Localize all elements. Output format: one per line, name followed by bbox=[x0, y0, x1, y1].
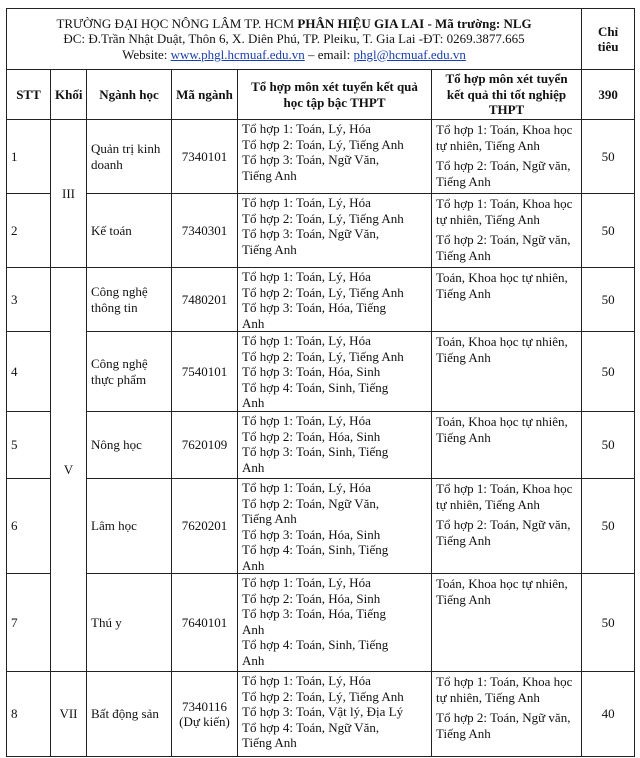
exam-combo: Tổ hợp 1: Toán, Khoa học tự nhiên, Tiếng Anh bbox=[436, 481, 573, 512]
website-label: Website: bbox=[122, 46, 171, 62]
thpt-combos bbox=[432, 120, 582, 194]
combo-line: Tiếng Anh bbox=[242, 511, 297, 526]
combo-line: Tổ hợp 3: Toán, Ngữ Văn, bbox=[242, 152, 380, 167]
exam-combo: Tổ hợp 1: Toán, Khoa học tự nhiên, Tiếng Anh bbox=[436, 674, 573, 705]
combo-line: Tổ hợp 3: Toán, Ngữ Văn, bbox=[242, 226, 380, 241]
table-row bbox=[7, 268, 635, 332]
col-hocba: Tổ hợp môn xét tuyển kết quả học tập bậc THPT bbox=[238, 70, 432, 120]
email-label: – email: bbox=[304, 46, 354, 62]
thpt-combos bbox=[432, 672, 582, 757]
table-row bbox=[7, 574, 635, 672]
hocba-combos bbox=[238, 332, 432, 412]
combo-line: Anh bbox=[242, 395, 265, 410]
total-quota: 390 bbox=[582, 70, 635, 120]
table-row bbox=[7, 194, 635, 268]
major-code: 7640101 bbox=[172, 574, 238, 672]
exam-combo: Tổ hợp 2: Toán, Ngữ văn, Tiếng Anh bbox=[436, 517, 571, 548]
row-quota: 50 bbox=[582, 479, 635, 574]
website-link[interactable]: www.phgl.hcmuaf.edu.vn bbox=[170, 46, 305, 62]
hocba-combos bbox=[238, 574, 432, 672]
major-code: 7540101 bbox=[172, 332, 238, 412]
hocba-combos bbox=[238, 672, 432, 757]
combo-line: Anh bbox=[242, 459, 265, 475]
exam-combo: Tổ hợp 1: Toán, Khoa học tự nhiên, Tiếng Anh bbox=[436, 122, 573, 153]
email-link[interactable]: phgl@hcmuaf.edu.vn bbox=[353, 46, 466, 62]
hocba-combos bbox=[238, 412, 432, 479]
major-code: 7340101 bbox=[172, 120, 238, 194]
combo-line: Tổ hợp 3: Toán, Vật lý, Địa Lý bbox=[242, 704, 404, 719]
combo-line: Tổ hợp 2: Toán, Ngữ Văn, bbox=[242, 495, 380, 511]
row-stt: 4 bbox=[7, 332, 51, 412]
table-row bbox=[7, 479, 635, 574]
school-name: TRƯỜNG ĐẠI HỌC NÔNG LÂM TP. HCM bbox=[56, 15, 298, 31]
combo-line: Tổ hợp 3: Toán, Hóa, Sinh bbox=[242, 526, 381, 542]
major-name: Bất động sản bbox=[87, 672, 172, 757]
major-name: Công nghệ thông tin bbox=[87, 268, 172, 332]
row-quota: 50 bbox=[582, 120, 635, 194]
exam-combo: Toán, Khoa học tự nhiên, Tiếng Anh bbox=[436, 334, 568, 365]
quota-header: Chỉ tiêu bbox=[582, 9, 635, 70]
combo-line: Tổ hợp 1: Toán, Lý, Hóa bbox=[242, 413, 371, 428]
thpt-combos bbox=[432, 268, 582, 332]
thpt-combos bbox=[432, 479, 582, 574]
thpt-combos bbox=[432, 332, 582, 412]
combo-line: Anh bbox=[242, 621, 265, 637]
exam-combo: Toán, Khoa học tự nhiên, Tiếng Anh bbox=[436, 576, 568, 607]
major-name: Lâm học bbox=[87, 479, 172, 574]
block-cell: V bbox=[51, 268, 87, 672]
combo-line: Tổ hợp 1: Toán, Lý, Hóa bbox=[242, 480, 371, 495]
table-row bbox=[7, 672, 635, 757]
combo-line: Anh bbox=[242, 652, 265, 668]
combo-line: Tổ hợp 1: Toán, Lý, Hóa bbox=[242, 195, 371, 210]
combo-line: Tổ hợp 4: Toán, Sinh, Tiếng bbox=[242, 637, 389, 652]
combo-line: Tổ hợp 1: Toán, Lý, Hóa bbox=[242, 269, 371, 284]
table-row bbox=[7, 332, 635, 412]
row-stt: 5 bbox=[7, 412, 51, 479]
major-name: Kế toán bbox=[87, 194, 172, 268]
col-ma: Mã ngành bbox=[172, 70, 238, 120]
school-address: ĐC: Đ.Trần Nhật Duật, Thôn 6, X. Diên Phú, TP. Pleiku, T. Gia Lai -ĐT: 0269.3877.665 bbox=[63, 31, 525, 47]
combo-line: Tổ hợp 2: Toán, Hóa, Sinh bbox=[242, 428, 381, 444]
admissions-table bbox=[6, 8, 635, 757]
combo-line: Tổ hợp 2: Toán, Hóa, Sinh bbox=[242, 590, 381, 606]
row-quota: 50 bbox=[582, 412, 635, 479]
col-khoi: Khối bbox=[51, 70, 87, 120]
major-code: 7480201 bbox=[172, 268, 238, 332]
row-quota: 50 bbox=[582, 574, 635, 672]
combo-line: Tổ hợp 3: Toán, Hóa, Tiếng bbox=[242, 606, 387, 621]
exam-combo: Toán, Khoa học tự nhiên, Tiếng Anh bbox=[436, 270, 568, 301]
hocba-combos bbox=[238, 479, 432, 574]
combo-line: Tổ hợp 2: Toán, Lý, Tiếng Anh bbox=[242, 348, 404, 364]
row-stt: 7 bbox=[7, 574, 51, 672]
row-quota: 50 bbox=[582, 268, 635, 332]
exam-combo: Toán, Khoa học tự nhiên, Tiếng Anh bbox=[436, 414, 568, 445]
combo-line: Tổ hợp 1: Toán, Lý, Hóa bbox=[242, 333, 371, 348]
combo-line: Tổ hợp 4: Toán, Sinh, Tiếng bbox=[242, 379, 389, 395]
row-quota: 50 bbox=[582, 332, 635, 412]
branch-name: PHÂN HIỆU GIA LAI - Mã trường: NLG bbox=[297, 15, 532, 31]
col-nganh: Ngành học bbox=[87, 70, 172, 120]
hocba-combos bbox=[238, 268, 432, 332]
major-code: 7620109 bbox=[172, 412, 238, 479]
row-stt: 3 bbox=[7, 268, 51, 332]
thpt-combos bbox=[432, 574, 582, 672]
row-stt: 1 bbox=[7, 120, 51, 194]
major-code: 7340116 (Dự kiến) bbox=[172, 672, 238, 757]
thpt-combos bbox=[432, 412, 582, 479]
school-header bbox=[7, 9, 582, 70]
combo-line: Tổ hợp 3: Toán, Hóa, Sinh bbox=[242, 364, 381, 379]
row-stt: 6 bbox=[7, 479, 51, 574]
block-cell: III bbox=[51, 120, 87, 268]
combo-line: Tổ hợp 2: Toán, Lý, Tiếng Anh bbox=[242, 210, 404, 226]
row-quota: 50 bbox=[582, 194, 635, 268]
combo-line: Tổ hợp 2: Toán, Lý, Tiếng Anh bbox=[242, 136, 404, 152]
combo-line: Tiếng Anh bbox=[242, 735, 297, 750]
major-code: 7340301 bbox=[172, 194, 238, 268]
hocba-combos bbox=[238, 120, 432, 194]
exam-combo: Tổ hợp 2: Toán, Ngữ văn, Tiếng Anh bbox=[436, 158, 571, 189]
combo-line: Tổ hợp 2: Toán, Lý, Tiếng Anh bbox=[242, 284, 404, 300]
table-row bbox=[7, 120, 635, 194]
combo-line: Tổ hợp 4: Toán, Ngữ Văn, bbox=[242, 719, 380, 735]
combo-line: Tổ hợp 1: Toán, Lý, Hóa bbox=[242, 673, 371, 688]
hocba-combos bbox=[238, 194, 432, 268]
row-stt: 8 bbox=[7, 672, 51, 757]
major-name: Nông học bbox=[87, 412, 172, 479]
combo-line: Tổ hợp 1: Toán, Lý, Hóa bbox=[242, 121, 371, 136]
exam-combo: Tổ hợp 1: Toán, Khoa học tự nhiên, Tiếng Anh bbox=[436, 196, 573, 227]
combo-line: Tổ hợp 1: Toán, Lý, Hóa bbox=[242, 575, 371, 590]
combo-line: Tổ hợp 2: Toán, Lý, Tiếng Anh bbox=[242, 688, 404, 704]
col-thpt: Tổ hợp môn xét tuyển kết quả thi tốt nghiệp THPT bbox=[432, 70, 582, 120]
row-quota: 40 bbox=[582, 672, 635, 757]
major-name: Công nghệ thực phẩm bbox=[87, 332, 172, 412]
block-cell: VII bbox=[51, 672, 87, 757]
thpt-combos bbox=[432, 194, 582, 268]
col-stt: STT bbox=[7, 70, 51, 120]
major-name: Thú y bbox=[87, 574, 172, 672]
combo-line: Tổ hợp 3: Toán, Hóa, Tiếng bbox=[242, 300, 387, 315]
table-row bbox=[7, 412, 635, 479]
row-stt: 2 bbox=[7, 194, 51, 268]
combo-line: Tổ hợp 3: Toán, Sinh, Tiếng bbox=[242, 444, 389, 459]
combo-line: Anh bbox=[242, 557, 265, 573]
combo-line: Tiếng Anh bbox=[242, 241, 297, 257]
exam-combo: Tổ hợp 2: Toán, Ngữ văn, Tiếng Anh bbox=[436, 710, 571, 741]
combo-line: Tổ hợp 4: Toán, Sinh, Tiếng bbox=[242, 542, 389, 557]
major-code: 7620201 bbox=[172, 479, 238, 574]
combo-line: Anh bbox=[242, 315, 265, 331]
exam-combo: Tổ hợp 2: Toán, Ngữ văn, Tiếng Anh bbox=[436, 232, 571, 263]
combo-line: Tiếng Anh bbox=[242, 167, 297, 183]
major-name: Quản trị kinh doanh bbox=[87, 120, 172, 194]
